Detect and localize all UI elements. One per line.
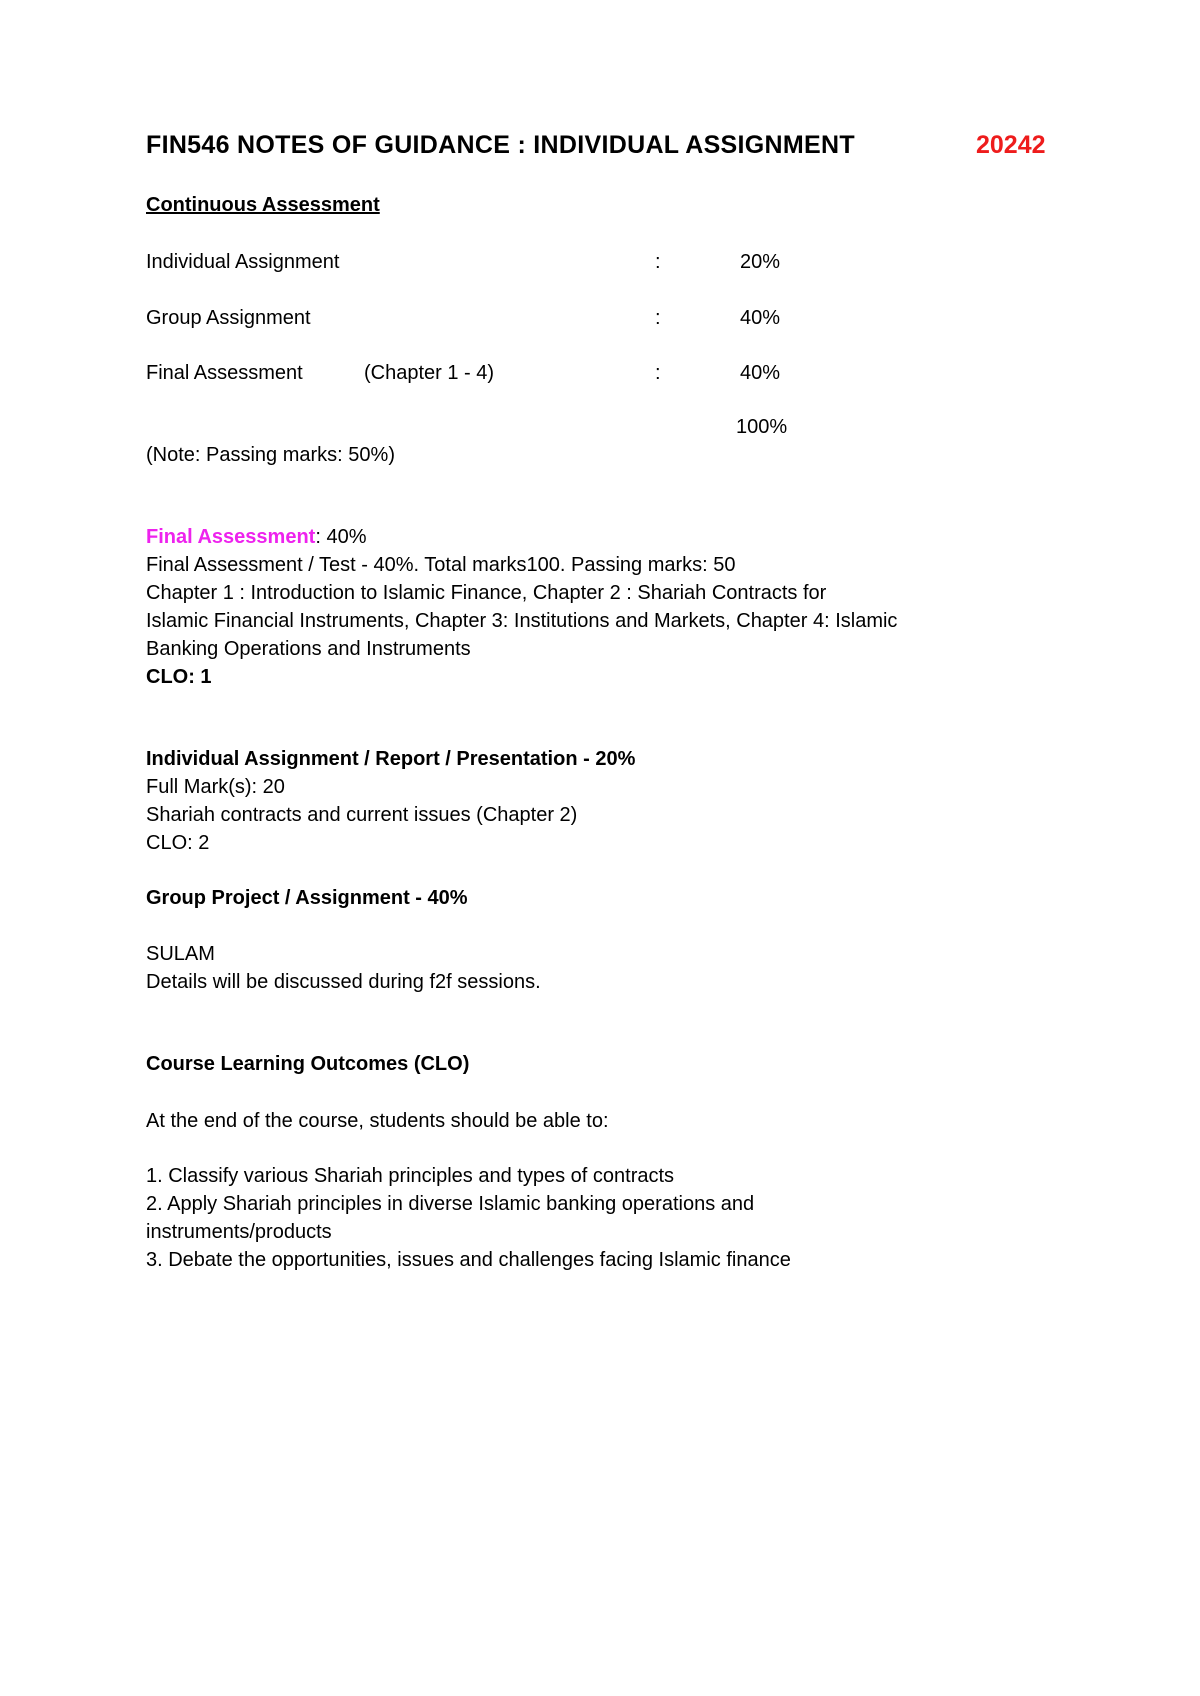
individual-assignment-topic: Shariah contracts and current issues (Chapter 2): [146, 804, 578, 826]
clo-section: [146, 1050, 1076, 1078]
clo-list-item: 1. Classify various Shariah principles and types of contracts: [146, 1165, 675, 1187]
final-assessment-label: Final Assessment: [146, 526, 316, 548]
final-assessment-line: Chapter 1 : Introduction to Islamic Finance, Chapter 2 : Shariah Contracts for: [146, 582, 827, 604]
clo-list-item: instruments/products: [146, 1221, 332, 1243]
group-project-line: Details will be discussed during f2f sessions.: [146, 971, 541, 993]
clo-list: [146, 1162, 1076, 1274]
clo-intro: At the end of the course, students should be able to:: [146, 1110, 609, 1132]
group-project-details: [146, 940, 1076, 996]
group-project-line: SULAM: [146, 943, 215, 965]
individual-assignment-section: [146, 745, 1076, 857]
ca-row-label: Group Assignment: [146, 307, 311, 329]
final-assessment-line: Final Assessment / Test - 40%. Total marks100. Passing marks: 50: [146, 554, 736, 576]
individual-assignment-heading: Individual Assignment / Report / Presentation - 20%: [146, 748, 636, 770]
clo-list-item: 2. Apply Shariah principles in diverse Islamic banking operations and: [146, 1193, 755, 1215]
final-assessment-line: Banking Operations and Instruments: [146, 638, 471, 660]
ca-row-value: 20%: [740, 251, 781, 273]
individual-assignment-clo: CLO: 2: [146, 832, 210, 854]
group-project-section: [146, 884, 1076, 912]
clo-list-item: 3. Debate the opportunities, issues and challenges facing Islamic finance: [146, 1249, 791, 1271]
ca-row-label: Individual Assignment: [146, 251, 340, 273]
ca-row-separator: :: [655, 307, 661, 329]
ca-row-value: 40%: [740, 362, 781, 384]
individual-assignment-full-mark: Full Mark(s): 20: [146, 776, 285, 798]
final-assessment-line: Islamic Financial Instruments, Chapter 3: Institutions and Markets, Chapter 4: Islamic: [146, 610, 898, 632]
final-assessment-clo: CLO: 1: [146, 666, 212, 688]
final-assessment-section: [146, 523, 1076, 691]
ca-total: 100%: [736, 416, 788, 438]
ca-row-separator: :: [655, 362, 661, 384]
clo-heading: Course Learning Outcomes (CLO): [146, 1053, 470, 1075]
ca-row-separator: :: [655, 251, 661, 273]
group-project-heading: Group Project / Assignment - 40%: [146, 887, 468, 909]
continuous-assessment-heading: Continuous Assessment: [146, 194, 380, 216]
final-assessment-weight: : 40%: [315, 526, 367, 548]
final-assessment-heading-line: [146, 523, 1076, 551]
semester-code: 20242: [976, 131, 1046, 159]
ca-row-extra: (Chapter 1 - 4): [364, 362, 495, 384]
clo-intro-block: [146, 1107, 1076, 1135]
ca-row-label: Final Assessment: [146, 362, 303, 384]
passing-marks-note: (Note: Passing marks: 50%): [146, 444, 395, 466]
document-title: FIN546 NOTES OF GUIDANCE : INDIVIDUAL ASSIGNMENT: [146, 131, 855, 159]
ca-row-value: 40%: [740, 307, 781, 329]
